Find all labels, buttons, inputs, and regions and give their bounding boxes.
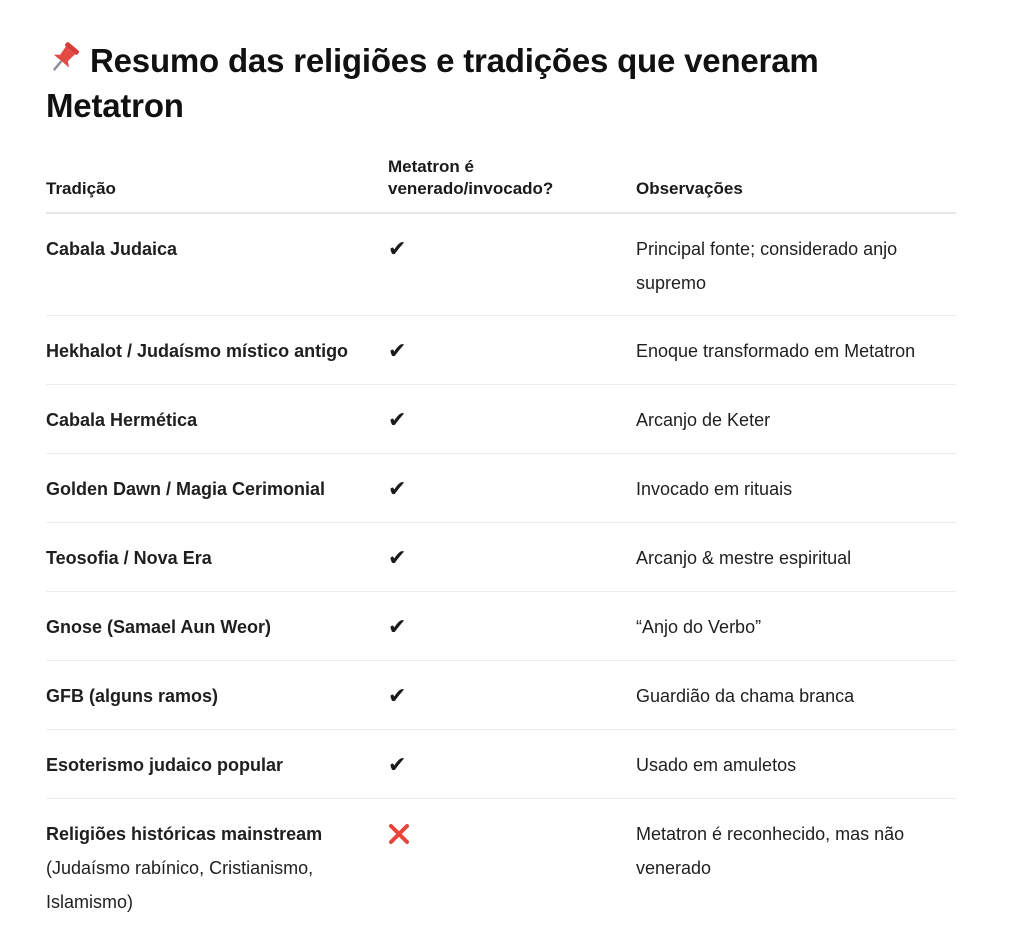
header-venerated: Metatron é venerado/invocado? <box>388 156 636 213</box>
notes-cell: Enoque transformado em Metatron <box>636 316 956 385</box>
tradition-cell <box>46 730 388 799</box>
table-row <box>46 316 956 385</box>
tradition-cell <box>46 592 388 661</box>
venerated-cell <box>388 385 636 454</box>
tradition-name: Golden Dawn / Magia Cerimonial <box>46 479 326 499</box>
check-mark-icon: ✔ <box>388 236 407 261</box>
venerated-cell <box>388 454 636 523</box>
venerated-cell <box>388 799 636 935</box>
venerated-cell <box>388 316 636 385</box>
tradition-cell <box>46 799 388 935</box>
tradition-cell <box>46 661 388 730</box>
table-header-row <box>46 156 956 213</box>
tradition-name: Teosofia / Nova Era <box>46 548 212 568</box>
table-body <box>46 213 956 934</box>
header-notes: Observações <box>636 156 956 213</box>
cross-mark-icon <box>388 823 410 845</box>
tradition-cell <box>46 213 388 316</box>
check-mark-icon: ✔ <box>388 683 407 708</box>
page-title-text: Resumo das religiões e tradições que veneram Metatron <box>46 42 819 124</box>
venerated-cell <box>388 592 636 661</box>
table-row <box>46 385 956 454</box>
notes-cell: Arcanjo & mestre espiritual <box>636 523 956 592</box>
check-mark-icon: ✔ <box>388 476 407 501</box>
tradition-name: Hekhalot / Judaísmo místico antigo <box>46 341 349 361</box>
tradition-name: Cabala Judaica <box>46 239 178 259</box>
venerated-cell <box>388 523 636 592</box>
header-tradition: Tradição <box>46 156 388 213</box>
venerated-cell <box>388 730 636 799</box>
table-row <box>46 592 956 661</box>
traditions-table <box>46 156 956 934</box>
notes-cell: Invocado em rituais <box>636 454 956 523</box>
table-row <box>46 454 956 523</box>
venerated-cell <box>388 213 636 316</box>
check-mark-icon: ✔ <box>388 407 407 432</box>
tradition-cell <box>46 385 388 454</box>
notes-cell: Principal fonte; considerado anjo supremo <box>636 213 956 316</box>
check-mark-icon: ✔ <box>388 752 407 777</box>
check-mark-icon: ✔ <box>388 545 407 570</box>
table-row <box>46 799 956 935</box>
check-mark-icon: ✔ <box>388 338 407 363</box>
tradition-cell <box>46 523 388 592</box>
tradition-note: (Judaísmo rabínico, Cristianismo, Islamismo) <box>46 858 314 912</box>
table-row <box>46 523 956 592</box>
tradition-name: Cabala Hermética <box>46 410 198 430</box>
notes-cell: Usado em amuletos <box>636 730 956 799</box>
table-row <box>46 661 956 730</box>
tradition-name: GFB (alguns ramos) <box>46 686 219 706</box>
notes-cell: “Anjo do Verbo” <box>636 592 956 661</box>
table-row <box>46 730 956 799</box>
tradition-cell <box>46 454 388 523</box>
table-row <box>46 213 956 316</box>
tradition-name: Esoterismo judaico popular <box>46 755 284 775</box>
page-title <box>46 38 866 128</box>
venerated-cell <box>388 661 636 730</box>
pushpin-icon <box>46 40 82 76</box>
tradition-name: Religiões históricas mainstream <box>46 824 323 844</box>
notes-cell: Guardião da chama branca <box>636 661 956 730</box>
check-mark-icon: ✔ <box>388 614 407 639</box>
tradition-cell <box>46 316 388 385</box>
notes-cell: Metatron é reconhecido, mas não venerado <box>636 824 905 878</box>
tradition-name: Gnose (Samael Aun Weor) <box>46 617 272 637</box>
notes-cell: Arcanjo de Keter <box>636 385 956 454</box>
